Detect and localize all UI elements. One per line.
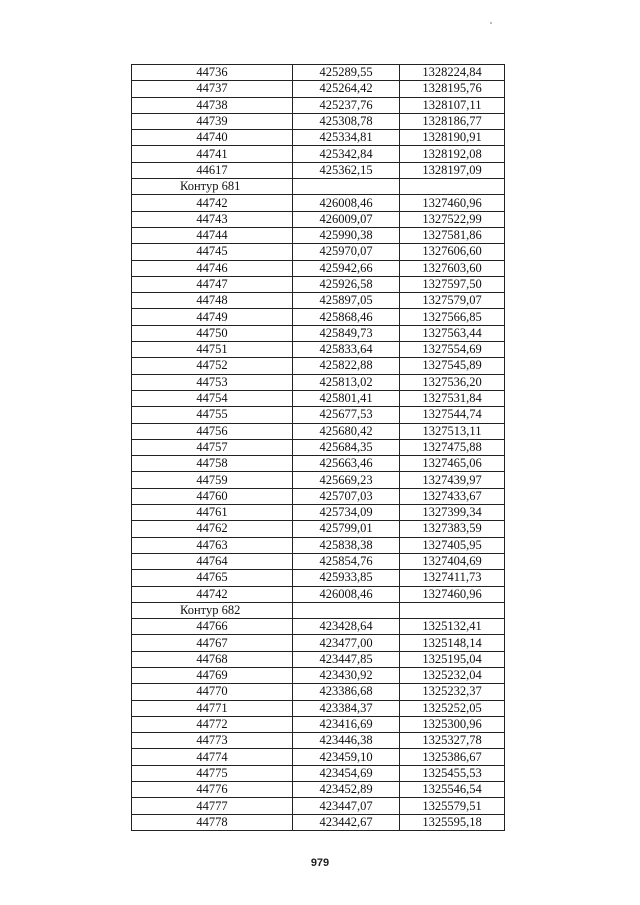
point-id-cell: 44759 <box>132 472 293 488</box>
point-id-cell: 44771 <box>132 700 293 716</box>
point-id-cell: 44777 <box>132 798 293 814</box>
x-coordinate-cell: 426009,07 <box>293 211 400 227</box>
x-coordinate-cell: 425849,73 <box>293 325 400 341</box>
y-coordinate-cell: 1325195,04 <box>400 651 505 667</box>
table-body <box>132 65 505 831</box>
point-id-cell: 44753 <box>132 374 293 390</box>
x-coordinate-cell: 425677,53 <box>293 407 400 423</box>
point-id-cell: 44775 <box>132 765 293 781</box>
x-coordinate-cell: 423386,68 <box>293 684 400 700</box>
table-row <box>132 570 505 586</box>
x-coordinate-cell: 426008,46 <box>293 586 400 602</box>
table-row <box>132 456 505 472</box>
table-row <box>132 113 505 129</box>
table-row <box>132 439 505 455</box>
point-id-cell: 44765 <box>132 570 293 586</box>
table-row <box>132 749 505 765</box>
empty-cell <box>293 179 400 195</box>
table-row <box>132 227 505 243</box>
point-id-cell: 44749 <box>132 309 293 325</box>
table-row <box>132 195 505 211</box>
table-row <box>132 521 505 537</box>
y-coordinate-cell: 1327566,85 <box>400 309 505 325</box>
point-id-cell: 44741 <box>132 146 293 162</box>
x-coordinate-cell: 423447,07 <box>293 798 400 814</box>
table-row <box>132 488 505 504</box>
x-coordinate-cell: 426008,46 <box>293 195 400 211</box>
point-id-cell: 44739 <box>132 113 293 129</box>
point-id-cell: 44745 <box>132 244 293 260</box>
x-coordinate-cell: 425308,78 <box>293 113 400 129</box>
x-coordinate-cell: 425264,42 <box>293 81 400 97</box>
y-coordinate-cell: 1327411,73 <box>400 570 505 586</box>
y-coordinate-cell: 1325252,05 <box>400 700 505 716</box>
empty-cell <box>293 602 400 618</box>
table-row <box>132 423 505 439</box>
table-row <box>132 651 505 667</box>
point-id-cell: 44754 <box>132 390 293 406</box>
y-coordinate-cell: 1327522,99 <box>400 211 505 227</box>
y-coordinate-cell: 1325232,04 <box>400 667 505 683</box>
table-row <box>132 374 505 390</box>
point-id-cell: 44755 <box>132 407 293 423</box>
point-id-cell: 44744 <box>132 227 293 243</box>
point-id-cell: 44769 <box>132 667 293 683</box>
table-row <box>132 765 505 781</box>
contour-header-row <box>132 602 505 618</box>
x-coordinate-cell: 425342,84 <box>293 146 400 162</box>
point-id-cell: 44757 <box>132 439 293 455</box>
x-coordinate-cell: 425854,76 <box>293 553 400 569</box>
point-id-cell: 44752 <box>132 358 293 374</box>
table-row <box>132 684 505 700</box>
contour-header-row <box>132 179 505 195</box>
x-coordinate-cell: 425897,05 <box>293 293 400 309</box>
point-id-cell: 44742 <box>132 195 293 211</box>
y-coordinate-cell: 1327460,96 <box>400 586 505 602</box>
y-coordinate-cell: 1325132,41 <box>400 619 505 635</box>
y-coordinate-cell: 1325327,78 <box>400 733 505 749</box>
table-row <box>132 586 505 602</box>
x-coordinate-cell: 425680,42 <box>293 423 400 439</box>
point-id-cell: 44750 <box>132 325 293 341</box>
x-coordinate-cell: 425926,58 <box>293 276 400 292</box>
x-coordinate-cell: 425801,41 <box>293 390 400 406</box>
x-coordinate-cell: 423416,69 <box>293 716 400 732</box>
point-id-cell: 44736 <box>132 65 293 81</box>
point-id-cell: 44772 <box>132 716 293 732</box>
table-row <box>132 537 505 553</box>
x-coordinate-cell: 425813,02 <box>293 374 400 390</box>
point-id-cell: 44768 <box>132 651 293 667</box>
y-coordinate-cell: 1327460,96 <box>400 195 505 211</box>
point-id-cell: 44746 <box>132 260 293 276</box>
point-id-cell: 44756 <box>132 423 293 439</box>
empty-cell <box>400 179 505 195</box>
y-coordinate-cell: 1327603,60 <box>400 260 505 276</box>
table-row <box>132 716 505 732</box>
point-id-cell: 44770 <box>132 684 293 700</box>
point-id-cell: 44763 <box>132 537 293 553</box>
y-coordinate-cell: 1325148,14 <box>400 635 505 651</box>
x-coordinate-cell: 425833,64 <box>293 342 400 358</box>
y-coordinate-cell: 1327554,69 <box>400 342 505 358</box>
x-coordinate-cell: 425868,46 <box>293 309 400 325</box>
table-row <box>132 276 505 292</box>
point-id-cell: 44758 <box>132 456 293 472</box>
table-row <box>132 472 505 488</box>
point-id-cell: 44617 <box>132 162 293 178</box>
point-id-cell: 44773 <box>132 733 293 749</box>
table-row <box>132 358 505 374</box>
y-coordinate-cell: 1327465,06 <box>400 456 505 472</box>
point-id-cell: 44751 <box>132 342 293 358</box>
x-coordinate-cell: 423446,38 <box>293 733 400 749</box>
table-row <box>132 293 505 309</box>
x-coordinate-cell: 423454,69 <box>293 765 400 781</box>
table-row <box>132 782 505 798</box>
table-row <box>132 65 505 81</box>
y-coordinate-cell: 1327545,89 <box>400 358 505 374</box>
y-coordinate-cell: 1327404,69 <box>400 553 505 569</box>
x-coordinate-cell: 423430,92 <box>293 667 400 683</box>
y-coordinate-cell: 1327606,60 <box>400 244 505 260</box>
y-coordinate-cell: 1325386,67 <box>400 749 505 765</box>
y-coordinate-cell: 1327531,84 <box>400 390 505 406</box>
point-id-cell: 44762 <box>132 521 293 537</box>
x-coordinate-cell: 425707,03 <box>293 488 400 504</box>
table-row <box>132 325 505 341</box>
y-coordinate-cell: 1325546,54 <box>400 782 505 798</box>
table-row <box>132 553 505 569</box>
y-coordinate-cell: 1328107,11 <box>400 97 505 113</box>
y-coordinate-cell: 1325300,96 <box>400 716 505 732</box>
coordinates-table <box>131 64 505 831</box>
x-coordinate-cell: 423428,64 <box>293 619 400 635</box>
y-coordinate-cell: 1328195,76 <box>400 81 505 97</box>
y-coordinate-cell: 1327405,95 <box>400 537 505 553</box>
x-coordinate-cell: 425990,38 <box>293 227 400 243</box>
point-id-cell: 44740 <box>132 130 293 146</box>
x-coordinate-cell: 425970,07 <box>293 244 400 260</box>
empty-cell <box>400 602 505 618</box>
table-row <box>132 162 505 178</box>
point-id-cell: 44738 <box>132 97 293 113</box>
point-id-cell: 44766 <box>132 619 293 635</box>
y-coordinate-cell: 1328190,91 <box>400 130 505 146</box>
x-coordinate-cell: 425669,23 <box>293 472 400 488</box>
table-row <box>132 700 505 716</box>
x-coordinate-cell: 425734,09 <box>293 505 400 521</box>
table-row <box>132 81 505 97</box>
table-row <box>132 635 505 651</box>
contour-label: Контур 682 <box>132 602 293 618</box>
x-coordinate-cell: 423447,85 <box>293 651 400 667</box>
table-row <box>132 390 505 406</box>
x-coordinate-cell: 423452,89 <box>293 782 400 798</box>
table-row <box>132 798 505 814</box>
y-coordinate-cell: 1325579,51 <box>400 798 505 814</box>
x-coordinate-cell: 423459,10 <box>293 749 400 765</box>
point-id-cell: 44774 <box>132 749 293 765</box>
y-coordinate-cell: 1327383,59 <box>400 521 505 537</box>
x-coordinate-cell: 425933,85 <box>293 570 400 586</box>
point-id-cell: 44776 <box>132 782 293 798</box>
point-id-cell: 44742 <box>132 586 293 602</box>
table-row <box>132 97 505 113</box>
page-number: 979 <box>310 857 330 869</box>
table-row <box>132 733 505 749</box>
table-row <box>132 260 505 276</box>
x-coordinate-cell: 425289,55 <box>293 65 400 81</box>
y-coordinate-cell: 1328186,77 <box>400 113 505 129</box>
table-row <box>132 667 505 683</box>
x-coordinate-cell: 423384,37 <box>293 700 400 716</box>
point-id-cell: 44778 <box>132 814 293 830</box>
table-row <box>132 619 505 635</box>
y-coordinate-cell: 1327544,74 <box>400 407 505 423</box>
y-coordinate-cell: 1325455,53 <box>400 765 505 781</box>
y-coordinate-cell: 1327475,88 <box>400 439 505 455</box>
x-coordinate-cell: 423477,00 <box>293 635 400 651</box>
y-coordinate-cell: 1328192,08 <box>400 146 505 162</box>
x-coordinate-cell: 425799,01 <box>293 521 400 537</box>
x-coordinate-cell: 425822,88 <box>293 358 400 374</box>
y-coordinate-cell: 1325232,37 <box>400 684 505 700</box>
table-row <box>132 130 505 146</box>
y-coordinate-cell: 1327581,86 <box>400 227 505 243</box>
y-coordinate-cell: 1328197,09 <box>400 162 505 178</box>
table-row <box>132 211 505 227</box>
y-coordinate-cell: 1328224,84 <box>400 65 505 81</box>
point-id-cell: 44747 <box>132 276 293 292</box>
y-coordinate-cell: 1327579,07 <box>400 293 505 309</box>
scan-dot <box>490 22 492 24</box>
point-id-cell: 44760 <box>132 488 293 504</box>
point-id-cell: 44743 <box>132 211 293 227</box>
point-id-cell: 44767 <box>132 635 293 651</box>
x-coordinate-cell: 425237,76 <box>293 97 400 113</box>
y-coordinate-cell: 1327513,11 <box>400 423 505 439</box>
point-id-cell: 44748 <box>132 293 293 309</box>
y-coordinate-cell: 1327597,50 <box>400 276 505 292</box>
table-row <box>132 407 505 423</box>
y-coordinate-cell: 1327433,67 <box>400 488 505 504</box>
table-row <box>132 342 505 358</box>
point-id-cell: 44737 <box>132 81 293 97</box>
y-coordinate-cell: 1327536,20 <box>400 374 505 390</box>
x-coordinate-cell: 425684,35 <box>293 439 400 455</box>
contour-label: Контур 681 <box>132 179 293 195</box>
x-coordinate-cell: 425362,15 <box>293 162 400 178</box>
y-coordinate-cell: 1327439,97 <box>400 472 505 488</box>
table-row <box>132 146 505 162</box>
point-id-cell: 44764 <box>132 553 293 569</box>
table-row <box>132 814 505 830</box>
table-row <box>132 309 505 325</box>
x-coordinate-cell: 425838,38 <box>293 537 400 553</box>
x-coordinate-cell: 425334,81 <box>293 130 400 146</box>
x-coordinate-cell: 425663,46 <box>293 456 400 472</box>
x-coordinate-cell: 423442,67 <box>293 814 400 830</box>
y-coordinate-cell: 1327563,44 <box>400 325 505 341</box>
point-id-cell: 44761 <box>132 505 293 521</box>
table-row <box>132 244 505 260</box>
x-coordinate-cell: 425942,66 <box>293 260 400 276</box>
table-row <box>132 505 505 521</box>
y-coordinate-cell: 1325595,18 <box>400 814 505 830</box>
y-coordinate-cell: 1327399,34 <box>400 505 505 521</box>
